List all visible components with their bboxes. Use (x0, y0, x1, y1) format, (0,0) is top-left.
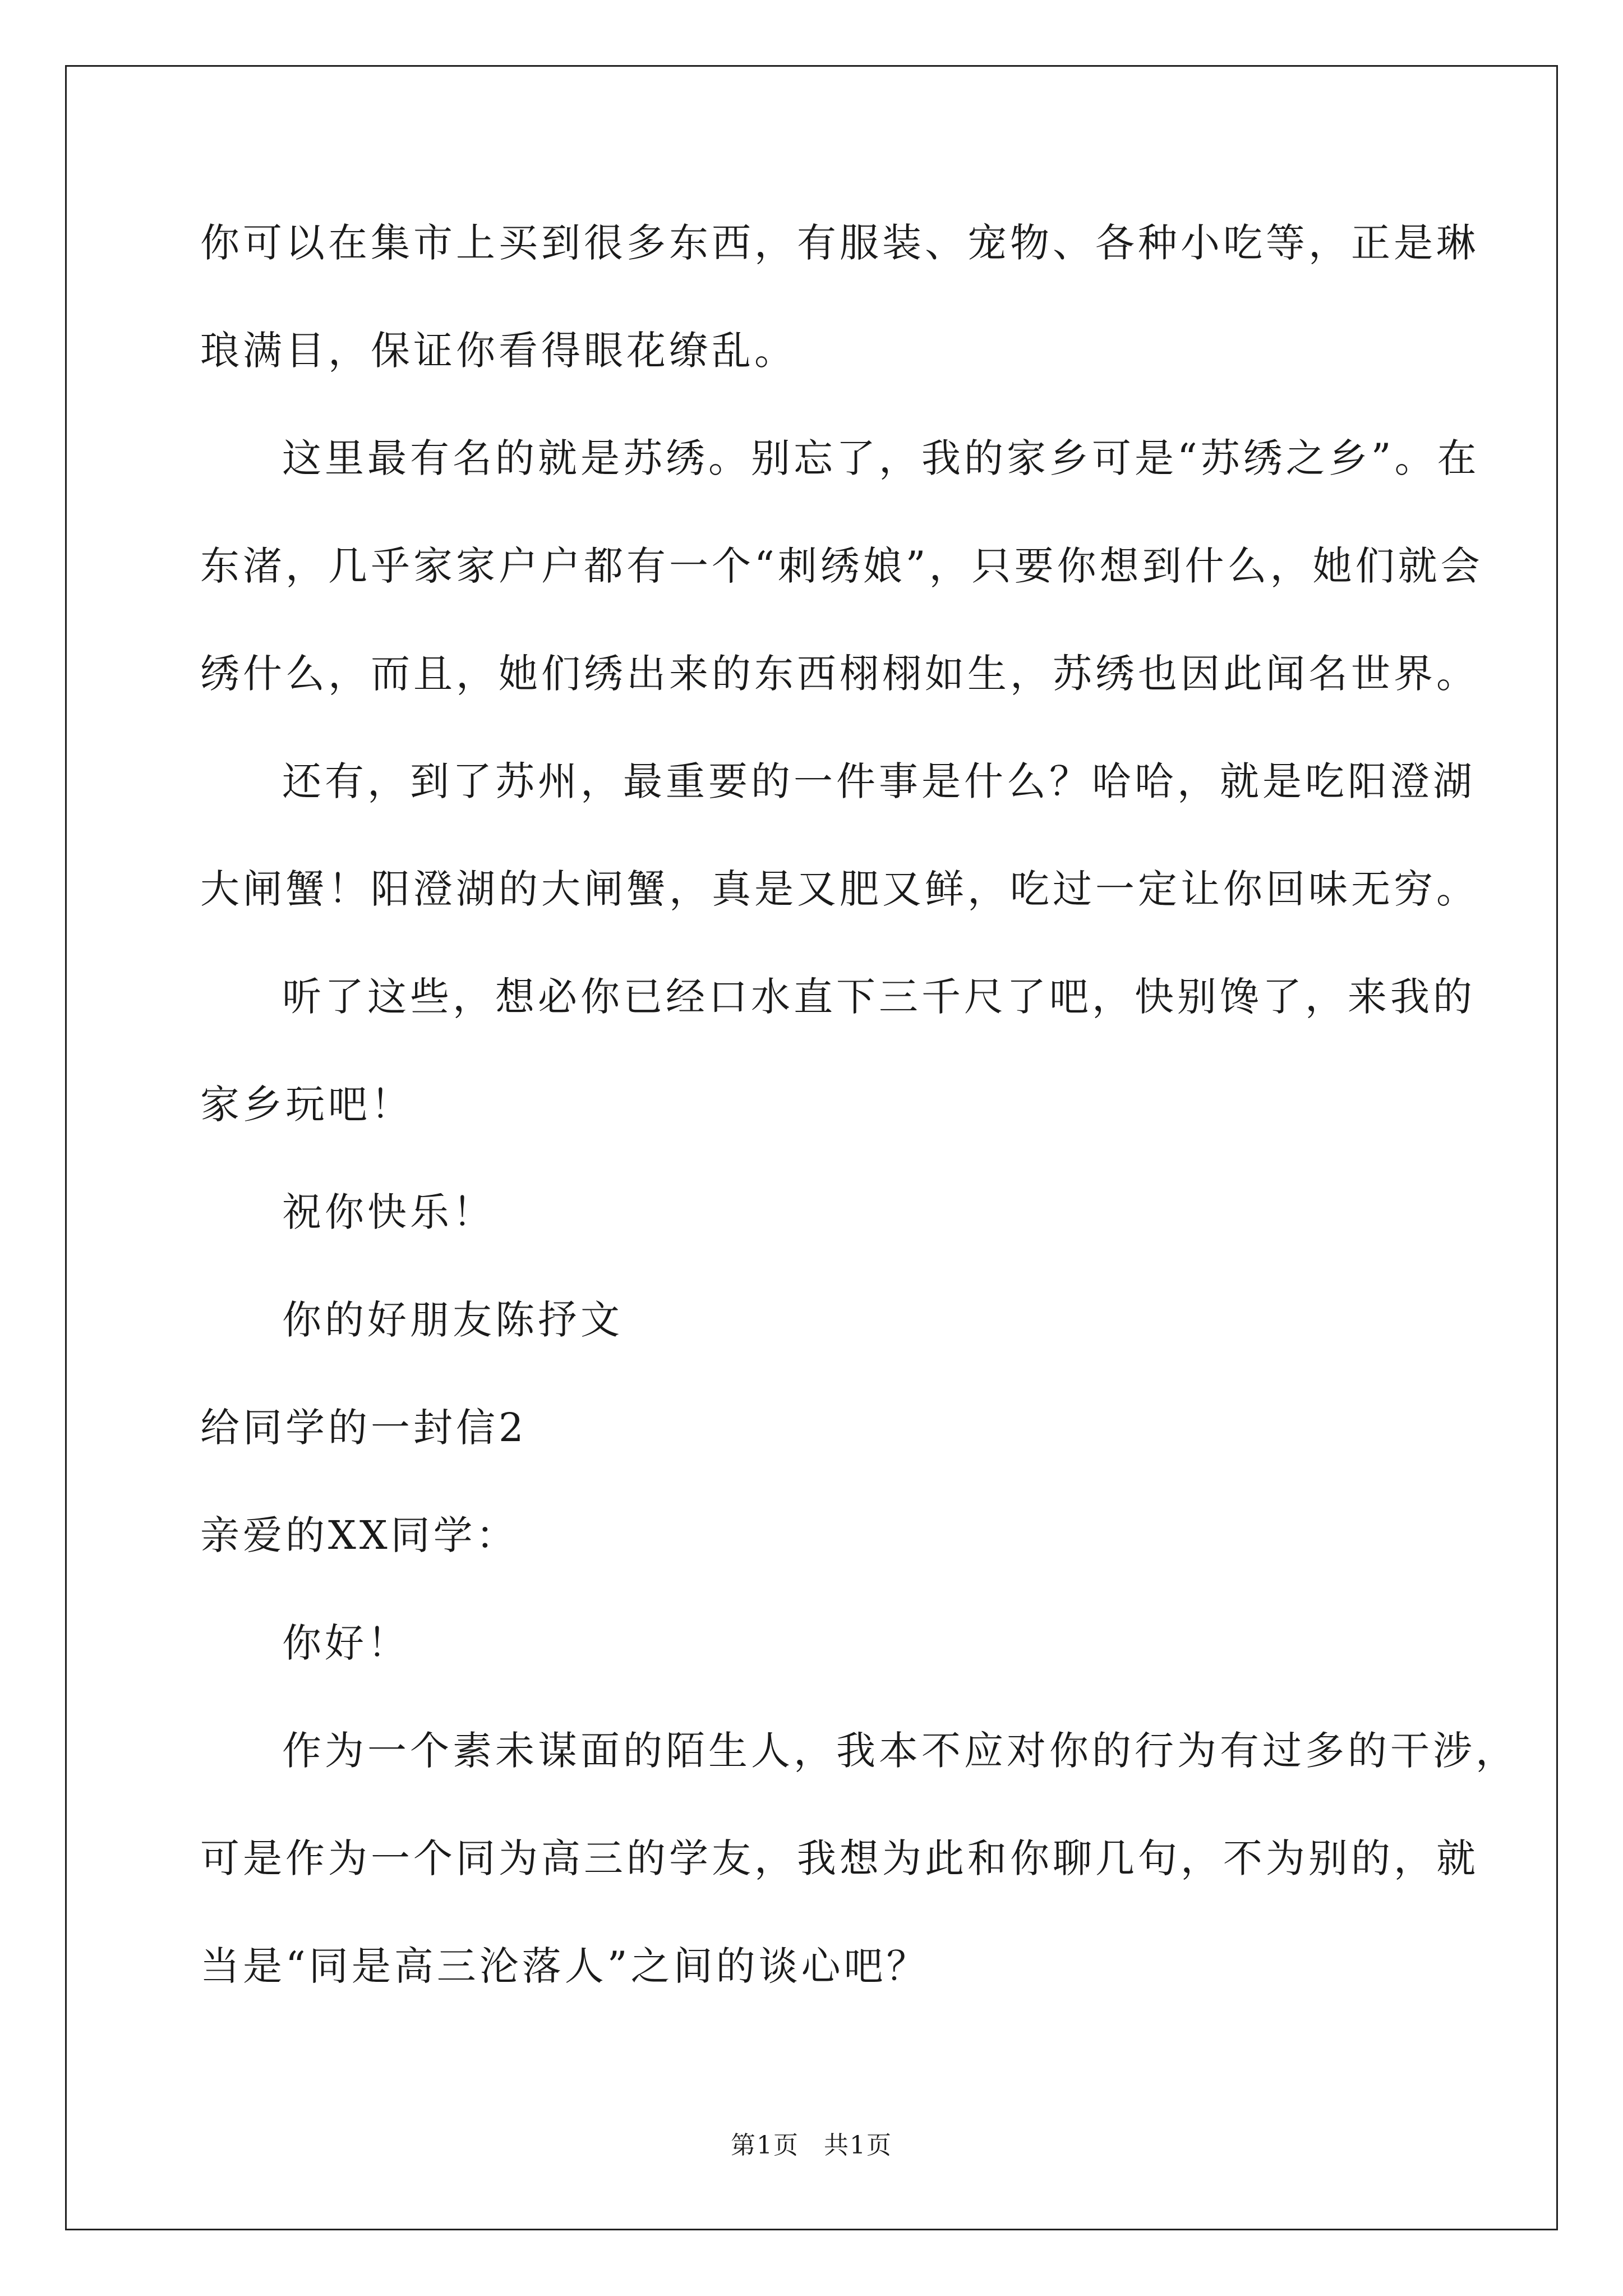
page-number: 第1页 (731, 2131, 799, 2160)
text-line-16: 可是作为一个同为高三的学友，我想为此和你聊几句，不为别的，就 (200, 1835, 1479, 1881)
text-line-9: 家乡玩吧！ (200, 1082, 413, 1128)
text-line-17: 当是“同是高三沦落人”之间的谈心吧？ (200, 1943, 929, 1989)
text-line-15: 作为一个素未谋面的陌生人，我本不应对你的行为有过多的干涉， (282, 1728, 1518, 1774)
text-line-4: 东渚，几乎家家户户都有一个“刺绣娘”，只要你想到什么，她们就会 (200, 543, 1483, 589)
page-total: 共1页 (824, 2131, 892, 2160)
document-body (200, 216, 1518, 1993)
text-line-5: 绣什么，而且，她们绣出来的东西栩栩如生，苏绣也因此闻名世界。 (200, 651, 1479, 697)
text-line-1: 你可以在集市上买到很多东西，有服装、宠物、各种小吃等，正是琳 (200, 220, 1479, 266)
text-line-3: 这里最有名的就是苏绣。别忘了，我的家乡可是“苏绣之乡”。在 (282, 435, 1480, 481)
section-heading: 给同学的一封信2 (200, 1405, 527, 1451)
text-line-8: 听了这些，想必你已经口水直下三千尺了吧，快别馋了，来我的 (282, 974, 1476, 1020)
text-line-7: 大闸蟹！阳澄湖的大闸蟹，真是又肥又鲜，吃过一定让你回味无穷。 (200, 866, 1479, 912)
text-line-10: 祝你快乐！ (282, 1189, 495, 1235)
text-line-2: 琅满目，保证你看得眼花缭乱。 (200, 328, 797, 374)
page-footer (0, 2129, 1623, 2162)
text-line-11: 你的好朋友陈抒文 (282, 1297, 623, 1343)
text-line-6: 还有，到了苏州，最重要的一件事是什么？哈哈，就是吃阳澄湖 (282, 758, 1476, 804)
salutation: 亲爱的XX同学： (200, 1512, 519, 1558)
greeting: 你好！ (282, 1620, 410, 1666)
